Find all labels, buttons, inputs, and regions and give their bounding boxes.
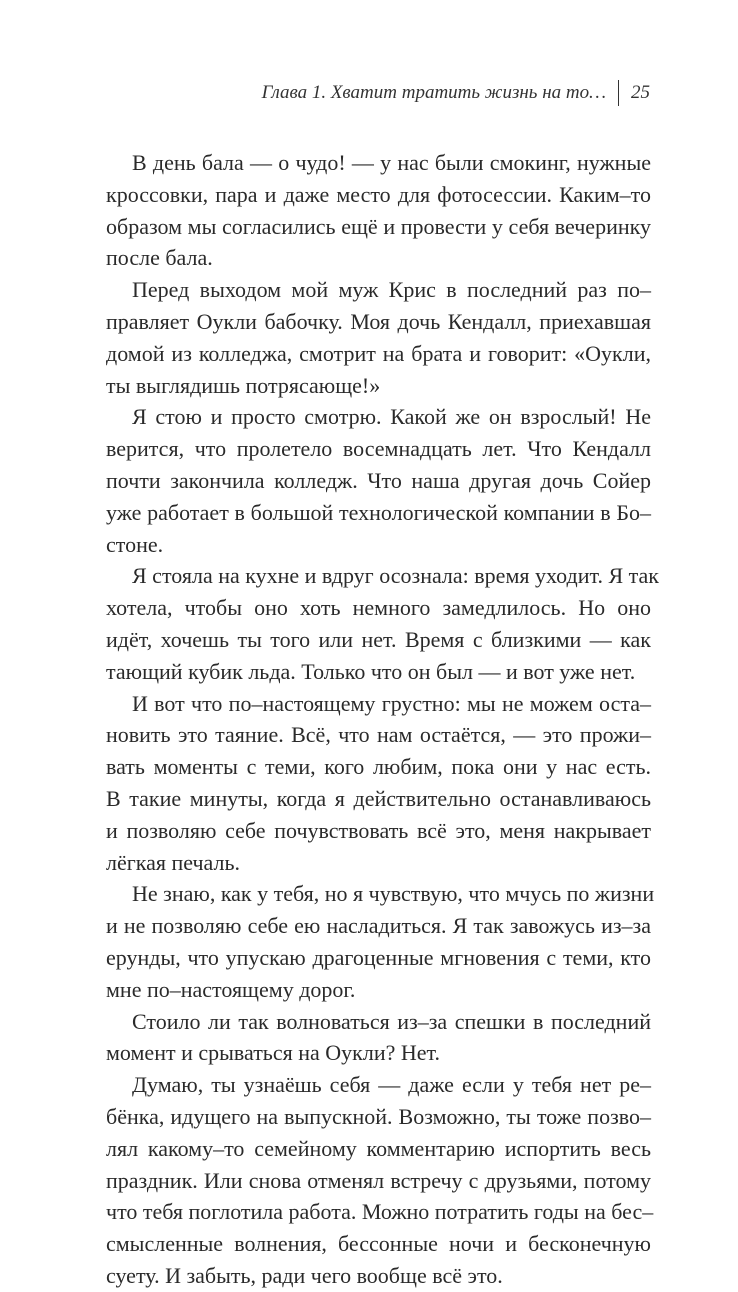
text-line: правляет Оукли бабочку. Моя дочь Кендалл, приехавшая — [106, 308, 651, 334]
paragraph — [106, 688, 651, 879]
header-divider — [618, 80, 619, 106]
text-line: смысленные волнения, бессонные ночи и бесконечную — [106, 1231, 651, 1257]
text-line: В такие минуты, когда я действительно останавливаюсь — [106, 785, 651, 811]
text-line: новить это таяние. Всё, что нам остаётся, — это прожи– — [106, 722, 651, 748]
paragraph — [106, 1006, 651, 1070]
text-line: образом мы согласились ещё и провести у себя вечеринку — [106, 213, 651, 239]
text-line: Я стою и просто смотрю. Какой же он взрослый! Не — [132, 404, 651, 430]
text-line: лял какому–то семейному комментарию испортить весь — [106, 1135, 651, 1161]
text-line: почти закончила колледж. Что наша другая дочь Сойер — [106, 467, 651, 493]
running-title: Глава 1. Хватит тратить жизнь на то… — [261, 82, 606, 103]
text-line: Я стояла на кухне и вдруг осознала: время уходит. Я так — [132, 563, 659, 589]
page-number: 25 — [631, 82, 650, 103]
text-line: лёгкая печаль. — [106, 849, 241, 875]
text-line: ты выглядишь потрясающе!» — [106, 372, 381, 398]
paragraph — [106, 147, 651, 274]
text-line: ерунды, что упускаю драгоценные мгновения с теми, кто — [106, 944, 651, 970]
text-line: момент и срываться на Оукли? Нет. — [106, 1040, 440, 1066]
text-line: Думаю, ты узнаёшь себя — даже если у тебя нет ре– — [132, 1072, 651, 1098]
text-line: бёнка, идущего на выпускной. Возможно, ты тоже позво– — [106, 1103, 651, 1129]
text-line: Стоило ли так волноваться из–за спешки в последний — [132, 1008, 651, 1034]
text-line: И вот что по–настоящему грустно: мы не можем оста– — [132, 690, 651, 716]
text-line: В день бала — о чудо! — у нас были смокинг, нужные — [132, 150, 651, 175]
text-line: домой из колледжа, смотрит на брата и говорит: «Оукли, — [106, 340, 651, 366]
running-header — [262, 80, 650, 106]
text-line: после бала. — [106, 245, 213, 271]
text-line: что тебя поглотила работа. Можно потратить годы на бес– — [106, 1199, 654, 1225]
text-line: и не позволяю себе ею насладиться. Я так завожусь из–за — [106, 913, 651, 939]
paragraph — [106, 274, 651, 401]
text-line: Перед выходом мой муж Крис в последний раз по– — [132, 277, 651, 303]
text-line: и позволяю себе почувствовать всё это, меня накрывает — [106, 817, 651, 843]
text-line: вать моменты с теми, кого любим, пока они у нас есть. — [106, 754, 651, 780]
text-line: идёт, хочешь ты того или нет. Время с близкими — как — [106, 626, 651, 652]
text-line: мне по–настоящему дорог. — [106, 976, 356, 1002]
text-line: кроссовки, пара и даже место для фотосессии. Каким–то — [106, 181, 651, 207]
paragraph — [106, 878, 655, 1005]
text-line: верится, что пролетело восемнадцать лет. Что Кендалл — [106, 436, 651, 462]
paragraph — [106, 560, 659, 687]
text-line: стоне. — [106, 531, 164, 557]
text-line: суету. И забыть, ради чего вообще всё это. — [106, 1262, 503, 1288]
paragraph — [106, 401, 651, 560]
body-text — [106, 147, 659, 1292]
text-line: Не знаю, как у тебя, но я чувствую, что мчусь по жизни — [132, 881, 655, 907]
text-line: хотела, чтобы оно хоть немного замедлилось. Но оно — [106, 595, 651, 621]
text-line: праздник. Или снова отменял встречу с друзьями, потому — [106, 1167, 651, 1193]
text-line: тающий кубик льда. Только что он был — и вот уже нет. — [106, 658, 636, 684]
paragraph — [106, 1069, 654, 1292]
text-line: уже работает в большой технологической компании в Бо– — [106, 499, 651, 525]
